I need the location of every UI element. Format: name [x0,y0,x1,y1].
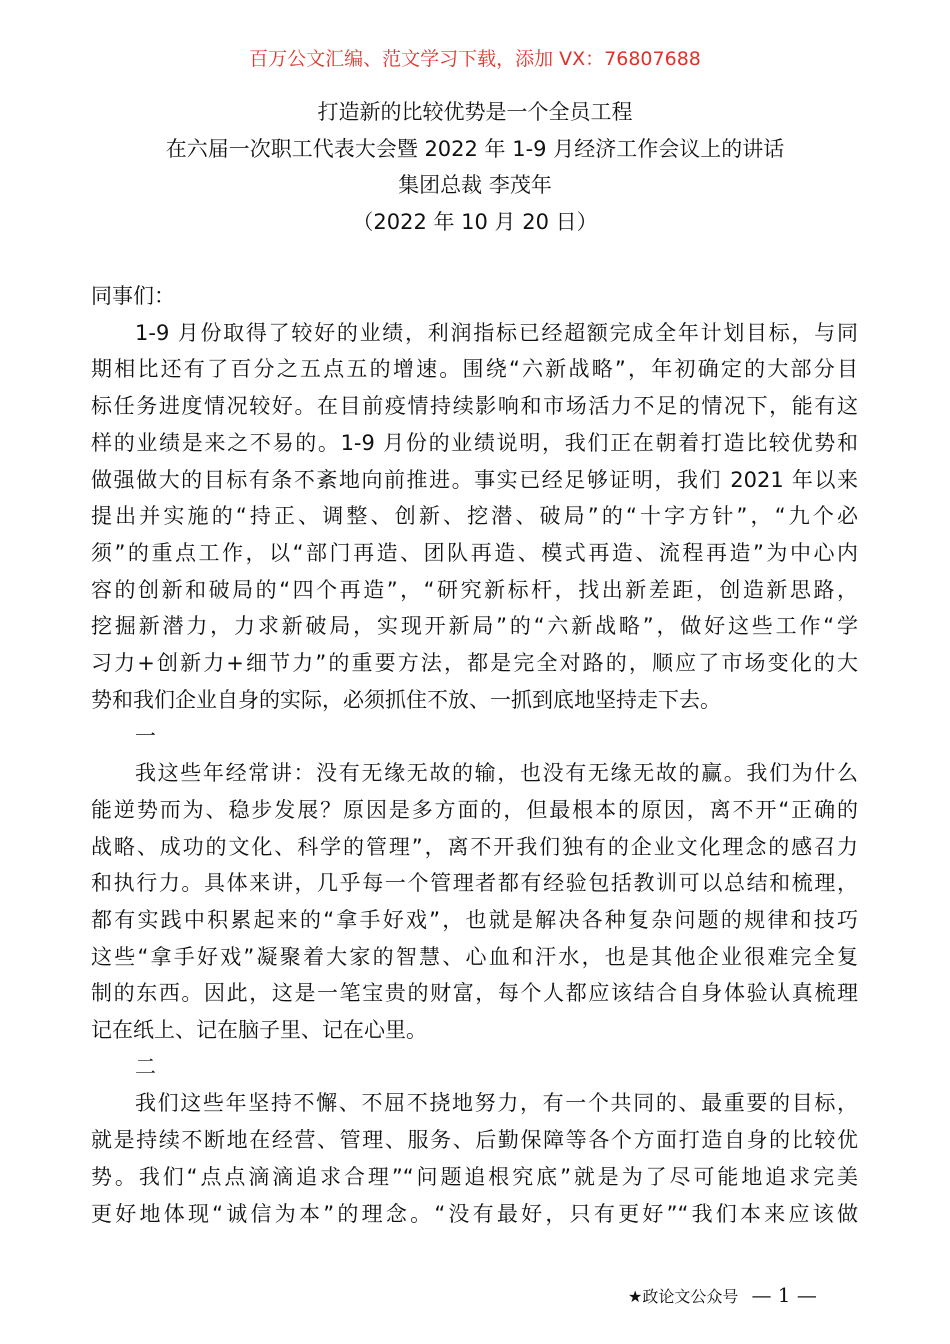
paragraph-2 [91,755,858,1049]
text-line: 战略、成功的文化、科学的管理”，离不开我们独有的企业文化理念的感召力 [91,834,858,859]
page-number: — 1 — [751,1283,817,1307]
paragraph-1 [91,315,858,719]
section-heading-2: 二 [135,1054,156,1079]
text-line: 标任务进度情况较好。在目前疫情持续影响和市场活力不足的情况下，能有这 [91,394,858,419]
author-line: 集团总裁 李茂年 [398,173,552,198]
document-title: 打造新的比较优势是一个全员工程 [317,100,633,124]
text-line: 制的东西。因此，这是一笔宝贵的财富，每个人都应该结合自身体验认真梳理 [91,981,858,1006]
document-body [91,278,858,1232]
text-line: 提出并实施的“持正、调整、创新、挖潜、破局”的“十字方针”，“九个必 [91,504,858,529]
text-line: 记在纸上、记在脑子里、记在心里。 [91,1018,427,1043]
text-line: 须”的重点工作，以“部门再造、团队再造、模式再造、流程再造”为中心内 [91,540,858,565]
text-line: 样的业绩是来之不易的。1-9 月份的业绩说明，我们正在朝着打造比较优势和 [91,430,858,455]
paragraph-3 [91,1085,858,1232]
text-line: 能逆势而为、稳步发展？原因是多方面的，但最根本的原因，离不开“正确的 [91,797,858,822]
text-line: 我们这些年坚持不懈、不屈不挠地努力，有一个共同的、最重要的目标， [135,1091,858,1116]
document-subtitle: 在六届一次职工代表大会暨 2022 年 1-9 月经济工作会议上的讲话 [165,136,785,161]
page-footer [628,1282,817,1310]
text-line: 1-9 月份取得了较好的业绩，利润指标已经超额完成全年计划目标，与同 [135,320,858,345]
salutation: 同事们： [91,284,175,308]
title-block [0,94,950,241]
footer-source: ★政论文公众号 [628,1287,739,1306]
download-banner: 百万公文汇编、范文学习下载，添加 VX：76807688 [249,48,701,70]
text-line: 挖掘新潜力，力求新破局，实现开新局”的“六新战略”，做好这些工作“学 [91,614,858,639]
text-line: 势和我们企业自身的实际，必须抓住不放、一抓到底地坚持走下去。 [91,687,721,712]
section-heading-1: 一 [135,724,156,749]
text-line: 期相比还有了百分之五点五的增速。围绕“六新战略”，年初确定的大部分目 [91,357,858,382]
text-line: 都有实践中积累起来的“拿手好戏”，也就是解决各种复杂问题的规律和技巧 [91,907,858,932]
text-line: 更好地体现“诚信为本”的理念。“没有最好，只有更好”“我们本来应该做 [91,1201,858,1226]
text-line: 就是持续不断地在经营、管理、服务、后勤保障等各个方面打造自身的比较优 [91,1128,858,1153]
date-line: （2022 年 10 月 20 日） [352,210,598,235]
text-line: 我这些年经常讲：没有无缘无故的输，也没有无缘无故的赢。我们为什么 [135,761,858,786]
text-line: 和执行力。具体来讲，几乎每一个管理者都有经验包括教训可以总结和梳理， [91,871,858,896]
text-line: 势。我们“点点滴滴追求合理”“问题追根究底”就是为了尽可能地追求完美 [91,1164,858,1189]
text-line: 习力+创新力+细节力”的重要方法，都是完全对路的，顺应了市场变化的大 [91,651,858,676]
text-line: 容的创新和破局的“四个再造”，“研究新标杆，找出新差距，创造新思路， [91,577,858,602]
text-line: 这些“拿手好戏”凝聚着大家的智慧、心血和汗水，也是其他企业很难完全复 [91,944,858,969]
text-line: 做强做大的目标有条不紊地向前推进。事实已经足够证明，我们 2021 年以来 [91,467,858,492]
